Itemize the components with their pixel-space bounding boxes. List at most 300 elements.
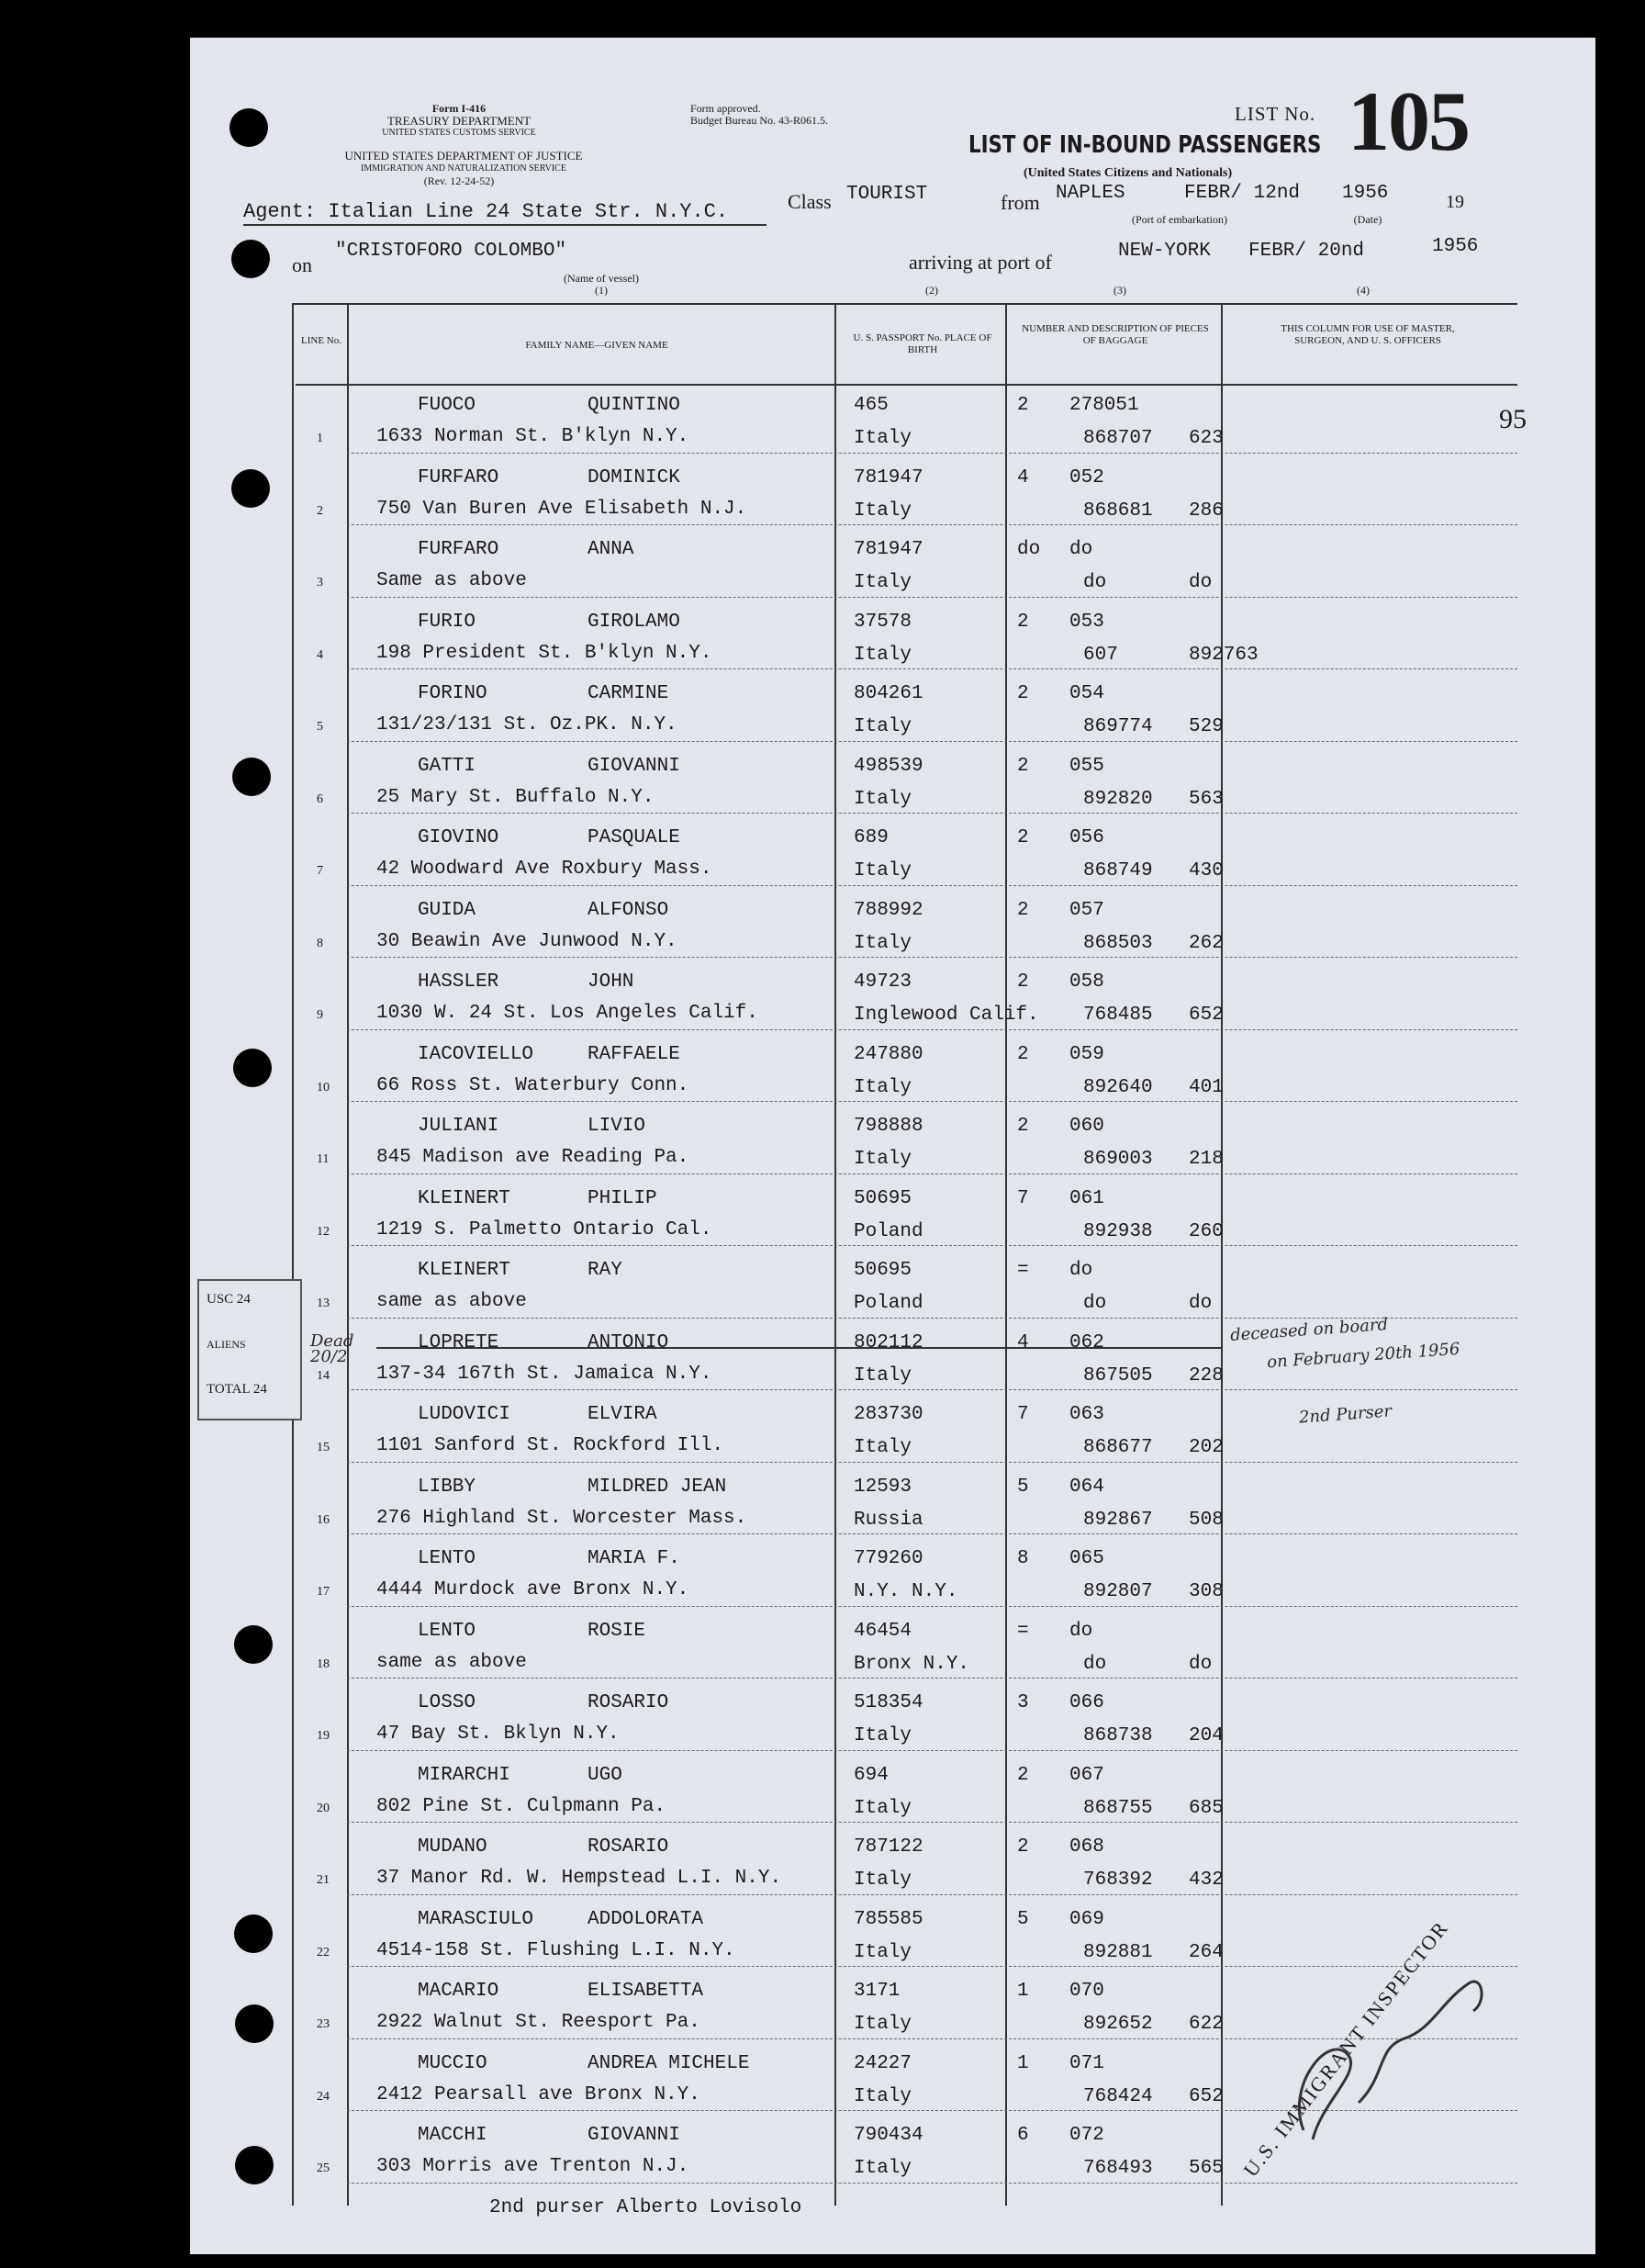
baggage-tag-1: 061 xyxy=(1069,1187,1104,1209)
baggage-pieces: = xyxy=(1017,1260,1029,1281)
given-name: PASQUALE xyxy=(588,827,680,848)
family-name: MARASCIULO xyxy=(418,1908,534,1930)
baggage-tag-3: 432 xyxy=(1189,1869,1224,1891)
baggage-tag-2: 607 xyxy=(1083,644,1118,666)
address: 802 Pine St. Culpmann Pa. xyxy=(376,1795,666,1817)
row-rule xyxy=(347,1894,1517,1895)
place-of-birth: Bronx N.Y. xyxy=(854,1653,970,1675)
date-caption: (Date) xyxy=(1353,213,1382,226)
given-name: PHILIP xyxy=(588,1187,657,1209)
place-of-birth: Inglewood Calif. xyxy=(854,1005,1039,1026)
right-margin-number: 95 xyxy=(1499,404,1527,434)
baggage-pieces: 2 xyxy=(1017,611,1029,633)
place-of-birth: Italy xyxy=(854,2085,912,2107)
baggage-tag-2: 868749 xyxy=(1083,860,1153,881)
year-embarkation: 1956 xyxy=(1342,183,1389,204)
place-of-birth: Poland xyxy=(854,1220,923,1242)
line-number: 5 xyxy=(317,720,323,734)
table-row xyxy=(0,1825,1645,1898)
given-name: CARMINE xyxy=(588,683,669,704)
baggage-pieces: 3 xyxy=(1017,1692,1029,1713)
baggage-pieces: 2 xyxy=(1017,755,1029,777)
baggage-pieces: 5 xyxy=(1017,1476,1029,1498)
address: 2922 Walnut St. Reesport Pa. xyxy=(376,2012,700,2033)
passport-number: 689 xyxy=(854,827,889,848)
line-number: 14 xyxy=(317,1368,330,1383)
baggage-tag-1: 067 xyxy=(1069,1764,1104,1786)
baggage-pieces: 1 xyxy=(1017,1981,1029,2002)
baggage-tag-2: 768485 xyxy=(1083,1005,1153,1026)
class-value: TOURIST xyxy=(846,184,928,205)
baggage-tag-3: 228 xyxy=(1189,1364,1224,1387)
baggage-tag-3: 529 xyxy=(1189,716,1224,737)
place-of-birth: Italy xyxy=(854,1437,912,1458)
baggage-tag-3: 623 xyxy=(1189,428,1224,449)
family-name: LIBBY xyxy=(418,1476,476,1498)
table-row xyxy=(0,1105,1645,1177)
baggage-pieces: 6 xyxy=(1017,2125,1029,2146)
baggage-tag-1: 066 xyxy=(1069,1692,1104,1713)
address: 66 Ross St. Waterbury Conn. xyxy=(376,1074,689,1096)
baggage-pieces: 2 xyxy=(1017,1043,1029,1065)
arriving-label: arriving at port of xyxy=(909,251,1052,274)
address: 845 Madison ave Reading Pa. xyxy=(376,1147,689,1168)
address: 42 Woodward Ave Roxbury Mass. xyxy=(376,859,712,880)
line-number: 2 xyxy=(317,503,323,518)
line-number: 12 xyxy=(317,1224,330,1239)
baggage-tag-3: 565 xyxy=(1189,2158,1224,2179)
column-header-line: LINE No. xyxy=(301,335,341,346)
address: 750 Van Buren Ave Elisabeth N.J. xyxy=(376,498,747,520)
baggage-tag-1: 069 xyxy=(1069,1908,1104,1930)
baggage-tag-1: 070 xyxy=(1069,1981,1104,2002)
address: same as above xyxy=(376,1291,527,1312)
table-row xyxy=(0,1465,1645,1538)
baggage-tag-1: 055 xyxy=(1069,755,1104,777)
baggage-tag-3: 563 xyxy=(1189,788,1224,810)
baggage-tag-3: 260 xyxy=(1189,1220,1224,1242)
baggage-tag-2: 892807 xyxy=(1083,1581,1153,1602)
table-row xyxy=(0,456,1645,529)
address: 1030 W. 24 St. Los Angeles Calif. xyxy=(376,1003,758,1024)
address: 37 Manor Rd. W. Hempstead L.I. N.Y. xyxy=(376,1868,782,1889)
baggage-tag-2: 867505 xyxy=(1083,1364,1153,1387)
family-name: FURIO xyxy=(418,611,476,633)
place-of-birth: Italy xyxy=(854,1941,912,1963)
place-of-birth: Italy xyxy=(854,1149,912,1170)
family-name: JULIANI xyxy=(418,1116,499,1137)
address: 131/23/131 St. Oz.PK. N.Y. xyxy=(376,714,677,735)
col2-number: (2) xyxy=(925,284,938,297)
family-name: MACARIO xyxy=(418,1981,499,2002)
baggage-tag-3: do xyxy=(1189,1293,1213,1314)
given-name: GIOVANNI xyxy=(588,2125,680,2146)
given-name: ANDREA MICHELE xyxy=(588,2052,750,2074)
punch-hole xyxy=(229,108,268,147)
baggage-tag-3: do xyxy=(1189,572,1213,593)
address: 25 Mary St. Buffalo N.Y. xyxy=(376,786,655,808)
passport-number: 37578 xyxy=(854,611,912,633)
agent-line: Agent: Italian Line 24 State Str. N.Y.C. xyxy=(243,200,729,223)
baggage-tag-3: 264 xyxy=(1189,1941,1224,1963)
table-row xyxy=(0,528,1645,601)
address: same as above xyxy=(376,1651,527,1673)
passport-number: 498539 xyxy=(854,755,923,777)
baggage-tag-2: 869003 xyxy=(1083,1149,1153,1170)
baggage-tag-2: 892867 xyxy=(1083,1509,1153,1531)
inspector-stamp: U.S. IMMIGRANT INSPECTOR xyxy=(1238,1915,1453,2182)
baggage-tag-1: do xyxy=(1069,1620,1093,1642)
vessel-caption: (Name of vessel) xyxy=(564,272,639,285)
passport-number: 788992 xyxy=(854,899,923,921)
baggage-tag-2: 868503 xyxy=(1083,932,1153,954)
row-rule xyxy=(347,1678,1517,1679)
place-of-birth: Italy xyxy=(854,428,912,449)
passport-number: 518354 xyxy=(854,1692,923,1713)
place-of-birth: Italy xyxy=(854,1869,912,1891)
passport-number: 779260 xyxy=(854,1548,923,1569)
given-name: ELISABETTA xyxy=(588,1981,704,2002)
dead-mark: Dead 20/2 xyxy=(310,1331,354,1366)
line-number: 25 xyxy=(317,2161,330,2175)
table-row xyxy=(0,1681,1645,1754)
given-name: ROSARIO xyxy=(588,1836,669,1858)
inspector-signature xyxy=(1248,1947,1524,2158)
family-name: LOPRETE xyxy=(418,1331,499,1353)
place-of-birth: Italy xyxy=(854,1076,912,1098)
column-header-passport: U. S. PASSPORT No. PLACE OF BIRTH xyxy=(853,332,992,355)
baggage-tag-1: 056 xyxy=(1069,827,1104,848)
passport-number: 24227 xyxy=(854,2052,912,2074)
deceased-note-line2: on February 20th 1956 xyxy=(1266,1339,1460,1373)
baggage-tag-3: 652 xyxy=(1189,2085,1224,2107)
family-name: FURFARO xyxy=(418,539,499,560)
form-title: LIST OF IN-BOUND PASSENGERS xyxy=(968,131,1322,159)
address: 30 Beawin Ave Junwood N.Y. xyxy=(376,930,677,952)
baggage-pieces: 2 xyxy=(1017,1836,1029,1858)
baggage-pieces: 2 xyxy=(1017,395,1029,416)
baggage-tag-3: do xyxy=(1189,1653,1213,1675)
given-name: JOHN xyxy=(588,971,634,993)
column-header-name: FAMILY NAME—GIVEN NAME xyxy=(525,340,668,351)
address: 1219 S. Palmetto Ontario Cal. xyxy=(376,1218,712,1241)
passport-number: 50695 xyxy=(854,1260,912,1281)
baggage-tag-3: 685 xyxy=(1189,1797,1224,1819)
table-row xyxy=(0,384,1645,456)
line-number: 4 xyxy=(317,647,323,662)
baggage-tag-2: 869774 xyxy=(1083,716,1153,737)
form-number: Form I-416 xyxy=(431,102,487,115)
date-embarkation: FEBR/ 12nd xyxy=(1184,183,1301,204)
address: 198 President St. B'klyn N.Y. xyxy=(376,642,712,664)
baggage-tag-1: 053 xyxy=(1069,611,1104,633)
baggage-tag-3: 401 xyxy=(1189,1076,1224,1098)
row-rule xyxy=(347,885,1517,886)
table-top-border xyxy=(292,303,1517,305)
baggage-tag-2: 892881 xyxy=(1083,1941,1153,1963)
form-subtitle: (United States Citizens and Nationals) xyxy=(1024,166,1233,180)
line-number: 11 xyxy=(317,1152,330,1166)
row-rule xyxy=(347,1101,1517,1102)
line-number: 21 xyxy=(317,1873,330,1887)
baggage-tag-1: 059 xyxy=(1069,1043,1104,1065)
given-name: ANTONIO xyxy=(588,1331,669,1353)
given-name: RAY xyxy=(588,1260,622,1281)
passport-number: 804261 xyxy=(854,683,923,704)
given-name: ADDOLORATA xyxy=(588,1908,704,1930)
table-row xyxy=(0,672,1645,745)
baggage-tag-1: 052 xyxy=(1069,466,1104,488)
agent-underline xyxy=(243,224,767,226)
vessel-name: "CRISTOFORO COLOMBO" xyxy=(335,241,567,262)
stamp-usc: USC 24 xyxy=(207,1292,251,1307)
place-of-birth: Italy xyxy=(854,860,912,881)
date-arrival: FEBR/ 20nd xyxy=(1248,241,1365,262)
treasury-dept: TREASURY DEPARTMENT xyxy=(386,114,532,128)
baggage-pieces: 5 xyxy=(1017,1908,1029,1930)
row-rule xyxy=(347,813,1517,814)
column-header-baggage: NUMBER AND DESCRIPTION OF PIECES OF BAGGAGE xyxy=(1022,323,1209,346)
strike-through xyxy=(376,1347,1221,1349)
family-name: IACOVIELLO xyxy=(418,1043,534,1065)
family-name: FURFARO xyxy=(418,466,499,488)
baggage-tag-1: 063 xyxy=(1069,1404,1104,1425)
given-name: LIVIO xyxy=(588,1116,646,1137)
family-name: GATTI xyxy=(418,755,476,777)
list-label: LIST No. xyxy=(1235,103,1316,125)
row-rule xyxy=(347,1750,1517,1751)
punch-hole xyxy=(231,240,270,278)
passport-number: 790434 xyxy=(854,2125,923,2146)
baggage-tag-3: 430 xyxy=(1189,860,1224,881)
line-number: 24 xyxy=(317,2089,330,2104)
baggage-tag-2: 868755 xyxy=(1083,1797,1153,1819)
given-name: ELVIRA xyxy=(588,1404,657,1425)
family-name: GIOVINO xyxy=(418,827,499,848)
baggage-pieces: 2 xyxy=(1017,1764,1029,1786)
place-of-birth: Russia xyxy=(854,1509,923,1531)
family-name: LENTO xyxy=(418,1548,476,1569)
address: Same as above xyxy=(376,570,527,591)
place-of-birth: Italy xyxy=(854,572,912,593)
place-of-birth: Italy xyxy=(854,644,912,666)
table-row xyxy=(0,1754,1645,1826)
row-rule xyxy=(347,1389,1517,1390)
baggage-tag-1: 072 xyxy=(1069,2125,1104,2146)
from-label: from xyxy=(1001,191,1040,214)
baggage-pieces: 4 xyxy=(1017,466,1029,488)
family-name: MACCHI xyxy=(418,2125,487,2146)
baggage-tag-1: 064 xyxy=(1069,1476,1104,1498)
baggage-tag-3: 202 xyxy=(1189,1437,1224,1458)
passport-number: 694 xyxy=(854,1764,889,1786)
passport-number: 46454 xyxy=(854,1620,912,1642)
port-arrival: NEW-YORK xyxy=(1118,241,1211,262)
baggage-tag-3: 892763 xyxy=(1189,644,1259,666)
baggage-pieces: 8 xyxy=(1017,1548,1029,1569)
baggage-tag-1: 278051 xyxy=(1069,395,1139,416)
line-number: 16 xyxy=(317,1512,330,1527)
table-row xyxy=(0,601,1645,673)
family-name: KLEINERT xyxy=(418,1187,510,1209)
family-name: LUDOVICI xyxy=(418,1404,510,1425)
deceased-note-purser: 2nd Purser xyxy=(1298,1401,1393,1428)
baggage-pieces: 2 xyxy=(1017,1116,1029,1137)
row-rule xyxy=(347,741,1517,742)
baggage-tag-2: do xyxy=(1083,1293,1107,1314)
family-name: MIRARCHI xyxy=(418,1764,510,1786)
baggage-tag-1: do xyxy=(1069,539,1093,560)
row-rule xyxy=(347,1606,1517,1607)
baggage-tag-2: 868738 xyxy=(1083,1725,1153,1746)
baggage-tag-2: 892652 xyxy=(1083,2014,1153,2035)
place-of-birth: Italy xyxy=(854,1797,912,1819)
passport-number: 247880 xyxy=(854,1043,923,1065)
baggage-tag-1: do xyxy=(1069,1260,1093,1281)
baggage-tag-2: 868677 xyxy=(1083,1437,1153,1458)
passport-number: 798888 xyxy=(854,1116,923,1137)
place-of-birth: Italy xyxy=(854,1364,912,1387)
baggage-tag-2: do xyxy=(1083,572,1107,593)
line-number: 17 xyxy=(317,1585,330,1599)
baggage-tag-2: 768392 xyxy=(1083,1869,1153,1891)
row-rule xyxy=(347,2183,1517,2184)
given-name: UGO xyxy=(588,1764,622,1786)
baggage-tag-2: 892820 xyxy=(1083,788,1153,810)
baggage-tag-3: 308 xyxy=(1189,1581,1224,1602)
revision-date: (Rev. 12-24-52) xyxy=(423,174,495,187)
row-rule xyxy=(347,1462,1517,1463)
baggage-tag-1: 060 xyxy=(1069,1116,1104,1137)
baggage-tag-3: 204 xyxy=(1189,1725,1224,1746)
place-of-birth: Italy xyxy=(854,1725,912,1746)
place-of-birth: Italy xyxy=(854,2014,912,2035)
baggage-tag-3: 262 xyxy=(1189,932,1224,954)
table-row xyxy=(0,1610,1645,1682)
ins-service: IMMIGRATION AND NATURALIZATION SERVICE xyxy=(361,163,566,174)
passport-number: 781947 xyxy=(854,539,923,560)
table-row xyxy=(0,816,1645,889)
row-rule xyxy=(347,524,1517,525)
baggage-tag-2: 868707 xyxy=(1083,428,1153,449)
family-name: GUIDA xyxy=(418,899,476,921)
passport-number: 781947 xyxy=(854,466,923,488)
passport-number: 785585 xyxy=(854,1908,923,1930)
line-number: 6 xyxy=(317,792,323,806)
line-number: 13 xyxy=(317,1297,330,1310)
family-name: MUDANO xyxy=(418,1836,487,1858)
list-number: 105 xyxy=(1348,74,1469,168)
table-row xyxy=(0,1177,1645,1250)
passport-number: 787122 xyxy=(854,1836,923,1858)
baggage-tag-2: 768493 xyxy=(1083,2158,1153,2179)
baggage-tag-3: 622 xyxy=(1189,2014,1224,2035)
baggage-tag-3: 652 xyxy=(1189,1005,1224,1026)
passport-number: 802112 xyxy=(854,1331,923,1353)
family-name: FUOCO xyxy=(418,395,476,416)
passport-number: 465 xyxy=(854,395,889,416)
stamp-aliens: ALIENS xyxy=(207,1338,246,1351)
passport-number: 12593 xyxy=(854,1476,912,1498)
baggage-pieces: 2 xyxy=(1017,971,1029,993)
table-row xyxy=(0,960,1645,1033)
baggage-pieces: 2 xyxy=(1017,683,1029,704)
line-number: 23 xyxy=(317,2017,330,2031)
baggage-pieces: 2 xyxy=(1017,827,1029,848)
line-number: 3 xyxy=(317,576,323,589)
given-name: GIOVANNI xyxy=(588,755,680,777)
year-prefix: 19 xyxy=(1446,192,1464,212)
given-name: GIROLAMO xyxy=(588,611,680,633)
baggage-tag-2: 868681 xyxy=(1083,500,1153,522)
count-stamp xyxy=(197,1279,302,1420)
place-of-birth: Italy xyxy=(854,932,912,954)
given-name: ANNA xyxy=(588,539,634,560)
place-of-birth: Italy xyxy=(854,788,912,810)
table-row xyxy=(0,745,1645,817)
table-row xyxy=(0,889,1645,961)
baggage-tag-1: 065 xyxy=(1069,1548,1104,1569)
baggage-tag-1: 054 xyxy=(1069,683,1104,704)
passport-number: 49723 xyxy=(854,971,912,993)
place-of-birth: Poland xyxy=(854,1293,923,1314)
row-rule xyxy=(347,1245,1517,1246)
baggage-pieces: do xyxy=(1017,539,1041,560)
address: 4514-158 St. Flushing L.I. N.Y. xyxy=(376,1939,735,1961)
baggage-pieces: 1 xyxy=(1017,2052,1029,2074)
baggage-tag-1: 071 xyxy=(1069,2052,1104,2074)
line-number: 19 xyxy=(317,1729,330,1743)
deceased-note-line1: deceased on board xyxy=(1229,1315,1389,1345)
line-number: 1 xyxy=(317,432,323,445)
address: 303 Morris ave Trenton N.J. xyxy=(376,2156,689,2177)
row-rule xyxy=(347,453,1517,454)
passport-number: 3171 xyxy=(854,1981,901,2002)
baggage-pieces: 2 xyxy=(1017,899,1029,921)
passport-number: 283730 xyxy=(854,1404,923,1425)
line-number: 8 xyxy=(317,936,323,950)
row-rule xyxy=(347,1029,1517,1030)
address: 4444 Murdock ave Bronx N.Y. xyxy=(376,1579,689,1600)
family-name: HASSLER xyxy=(418,971,499,993)
address: 2412 Pearsall ave Bronx N.Y. xyxy=(376,2083,700,2105)
line-number: 7 xyxy=(317,864,323,878)
given-name: ALFONSO xyxy=(588,899,669,921)
col4-number: (4) xyxy=(1357,284,1370,297)
table-row xyxy=(0,1033,1645,1106)
column-header-officers: THIS COLUMN FOR USE OF MASTER, SURGEON, AND U. S. OFFICERS xyxy=(1281,323,1455,346)
year-arrival: 1956 xyxy=(1432,236,1479,257)
place-of-birth: Italy xyxy=(854,716,912,737)
col3-number: (3) xyxy=(1113,284,1126,297)
baggage-tag-2: 768424 xyxy=(1083,2085,1153,2107)
family-name: FORINO xyxy=(418,683,487,704)
place-of-birth: Italy xyxy=(854,2158,912,2179)
baggage-tag-2: 892938 xyxy=(1083,1220,1153,1242)
line-number: 9 xyxy=(317,1008,323,1022)
form-approved: Form approved. xyxy=(690,102,761,115)
address: 47 Bay St. Bklyn N.Y. xyxy=(376,1723,620,1745)
address: 276 Highland St. Worcester Mass. xyxy=(376,1507,747,1529)
baggage-tag-1: 068 xyxy=(1069,1836,1104,1858)
family-name: LENTO xyxy=(418,1620,476,1642)
baggage-pieces: 4 xyxy=(1017,1331,1029,1353)
given-name: DOMINICK xyxy=(588,466,680,488)
line-number: 20 xyxy=(317,1801,330,1815)
baggage-tag-3: 218 xyxy=(1189,1149,1224,1170)
line-number: 18 xyxy=(317,1656,330,1671)
row-rule xyxy=(347,957,1517,958)
